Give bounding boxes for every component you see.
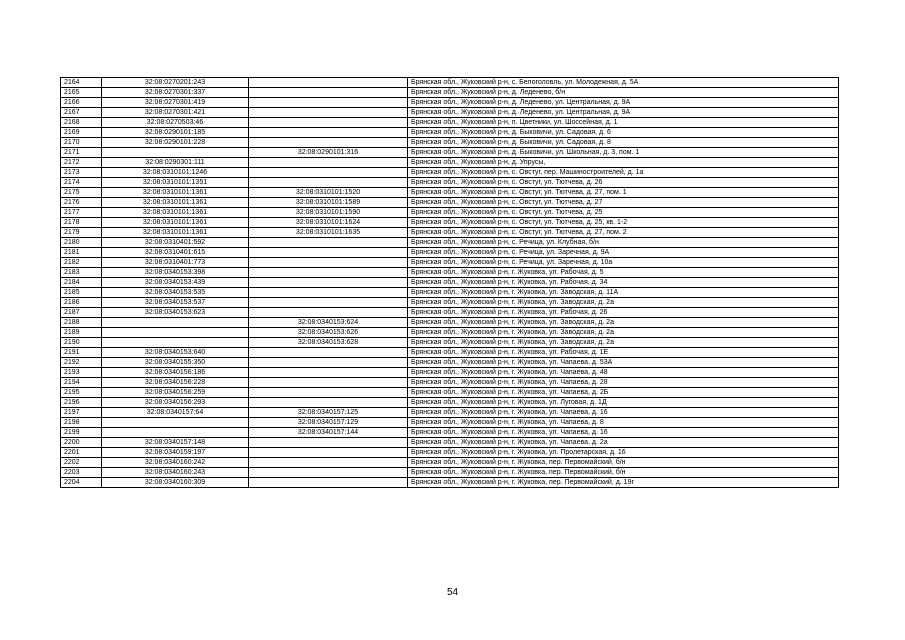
cadastral-number-secondary-cell [249,238,408,248]
cadastral-number-cell: 32:08:0270503:46 [102,118,249,128]
table-row [61,328,839,338]
cadastral-number-secondary-cell [249,388,408,398]
table-row [61,178,839,188]
address-cell: Брянская обл., Жуковский р-н, с. Овстуг, ул. Тютчева, д. 25 [408,208,839,218]
cadastral-number-cell: 32:08:0340160:309 [102,478,249,488]
cadastral-number-secondary-cell: 32:08:0310101:1520 [249,188,408,198]
row-number-cell: 2166 [61,98,102,108]
row-number-cell: 2175 [61,188,102,198]
address-cell: Брянская обл., Жуковский р-н, с. Белоголовль, ул. Молодежная, д. 5А [408,78,839,88]
address-cell: Брянская обл., Жуковский р-н, г. Жуковка, ул. Чапаева, д. 53А [408,358,839,368]
cadastral-number-secondary-cell: 32:08:0310101:1590 [249,208,408,218]
table-row [61,248,839,258]
cadastral-number-secondary-cell [249,438,408,448]
row-number-cell: 2164 [61,78,102,88]
table-row [61,208,839,218]
cadastral-number-cell: 32:08:0290101:185 [102,128,249,138]
row-number-cell: 2183 [61,268,102,278]
cadastral-number-cell: 32:08:0340160:242 [102,458,249,468]
address-cell: Брянская обл., Жуковский р-н, с. Речица, ул. Заречная, д. 10а [408,258,839,268]
address-cell: Брянская обл., Жуковский р-н, г. Жуковка, ул. Чапаева, д. 2Б [408,388,839,398]
table-row [61,388,839,398]
address-cell: Брянская обл., Жуковский р-н, д. Леденево, б/н [408,88,839,98]
table-row [61,478,839,488]
register-table-body [61,78,839,488]
table-row [61,98,839,108]
table-row [61,138,839,148]
cadastral-number-cell [102,148,249,158]
table-row [61,268,839,278]
cadastral-number-secondary-cell: 32:08:0340153:628 [249,338,408,348]
address-cell: Брянская обл., Жуковский р-н, с. Овстуг, ул. Тютчева, д. 26 [408,178,839,188]
cadastral-number-cell: 32:08:0310101:1361 [102,218,249,228]
row-number-cell: 2201 [61,448,102,458]
cadastral-number-secondary-cell [249,308,408,318]
address-cell: Брянская обл., Жуковский р-н, г. Жуковка, ул. Чапаева, д. 16 [408,428,839,438]
address-cell: Брянская обл., Жуковский р-н, д. Быковичи, ул. Садовая, д. 8 [408,138,839,148]
cadastral-number-secondary-cell [249,368,408,378]
cadastral-number-secondary-cell [249,478,408,488]
table-row [61,338,839,348]
row-number-cell: 2199 [61,428,102,438]
cadastral-number-secondary-cell [249,108,408,118]
cadastral-number-secondary-cell [249,378,408,388]
cadastral-number-secondary-cell [249,78,408,88]
cadastral-number-secondary-cell: 32:08:0340157:129 [249,418,408,428]
cadastral-number-secondary-cell [249,358,408,368]
table-row [61,318,839,328]
cadastral-number-cell: 32:08:0310401:592 [102,238,249,248]
cadastral-number-cell: 32:08:0340153:398 [102,268,249,278]
cadastral-number-cell: 32:08:0340159:197 [102,448,249,458]
cadastral-number-cell: 32:08:0340157:148 [102,438,249,448]
row-number-cell: 2194 [61,378,102,388]
cadastral-number-cell: 32:08:0340155:350 [102,358,249,368]
table-row [61,378,839,388]
cadastral-number-cell: 32:08:0340153:535 [102,288,249,298]
cadastral-number-secondary-cell [249,298,408,308]
cadastral-number-cell: 32:08:0310101:1361 [102,198,249,208]
row-number-cell: 2195 [61,388,102,398]
address-cell: Брянская обл., Жуковский р-н, г. Жуковка, ул. Чапаева, д. 8 [408,418,839,428]
address-cell: Брянская обл., Жуковский р-н, д. Упрусы, [408,158,839,168]
cadastral-number-secondary-cell [249,178,408,188]
cadastral-number-cell: 32:08:0340156:186 [102,368,249,378]
cadastral-number-secondary-cell: 32:08:0340153:624 [249,318,408,328]
address-cell: Брянская обл., Жуковский р-н, г. Жуковка, пер. Первомайский, б/н [408,468,839,478]
cadastral-number-cell: 32:08:0310101:1351 [102,178,249,188]
cadastral-number-cell: 32:08:0310101:1361 [102,228,249,238]
row-number-cell: 2192 [61,358,102,368]
row-number-cell: 2200 [61,438,102,448]
row-number-cell: 2171 [61,148,102,158]
address-cell: Брянская обл., Жуковский р-н, г. Жуковка, ул. Чапаева, д. 16 [408,408,839,418]
address-cell: Брянская обл., Жуковский р-н, с. Речица, ул. Клубная, б/н [408,238,839,248]
address-cell: Брянская обл., Жуковский р-н, с. Речица, ул. Заречная, д. 9А [408,248,839,258]
row-number-cell: 2188 [61,318,102,328]
address-cell: Брянская обл., Жуковский р-н, г. Жуковка, ул. Заводская, д. 11А [408,288,839,298]
table-row [61,408,839,418]
cadastral-number-secondary-cell: 32:08:0310101:1624 [249,218,408,228]
cadastral-number-cell: 32:08:0270301:337 [102,88,249,98]
table-row [61,228,839,238]
table-row [61,148,839,158]
address-cell: Брянская обл., Жуковский р-н, г. Жуковка, ул. Луговая, д. 1Д [408,398,839,408]
cadastral-number-cell: 32:08:0290101:228 [102,138,249,148]
cadastral-number-cell [102,418,249,428]
table-row [61,218,839,228]
address-cell: Брянская обл., Жуковский р-н, д. Леденево, ул. Центральная, д. 9А [408,98,839,108]
address-cell: Брянская обл., Жуковский р-н, с. Овстуг, ул. Тютчева, д. 27, пом. 1 [408,188,839,198]
row-number-cell: 2191 [61,348,102,358]
address-cell: Брянская обл., Жуковский р-н, с. Овстуг, ул. Тютчева, д. 27, пом. 2 [408,228,839,238]
cadastral-number-secondary-cell [249,398,408,408]
row-number-cell: 2179 [61,228,102,238]
table-row [61,78,839,88]
table-row [61,428,839,438]
table-row [61,88,839,98]
cadastral-number-secondary-cell: 32:08:0340157:144 [249,428,408,438]
address-cell: Брянская обл., Жуковский р-н, г. Жуковка, ул. Заводская, д. 2а [408,338,839,348]
cadastral-number-secondary-cell [249,168,408,178]
cadastral-number-cell: 32:08:0340156:259 [102,388,249,398]
address-cell: Брянская обл., Жуковский р-н, г. Жуковка, ул. Рабочая, д. 34 [408,278,839,288]
table-row [61,298,839,308]
address-cell: Брянская обл., Жуковский р-н, г. Жуковка, ул. Рабочая, д. 5 [408,268,839,278]
table-row [61,108,839,118]
row-number-cell: 2170 [61,138,102,148]
cadastral-number-cell: 32:08:0290301:111 [102,158,249,168]
cadastral-number-cell: 32:08:0310401:773 [102,258,249,268]
cadastral-number-secondary-cell [249,348,408,358]
cadastral-number-cell: 32:08:0340156:228 [102,378,249,388]
address-cell: Брянская обл., Жуковский р-н, г. Жуковка, ул. Чапаева, д. 2а [408,438,839,448]
address-cell: Брянская обл., Жуковский р-н, д. Леденево, ул. Центральная, д. 9А [408,108,839,118]
address-cell: Брянская обл., Жуковский р-н, г. Жуковка, пер. Первомайский, б/н [408,458,839,468]
row-number-cell: 2184 [61,278,102,288]
table-row [61,398,839,408]
address-cell: Брянская обл., Жуковский р-н, г. Жуковка, ул. Рабочая, д. 26 [408,308,839,318]
table-row [61,418,839,428]
cadastral-number-cell: 32:08:0340160:243 [102,468,249,478]
cadastral-number-cell: 32:08:0340153:640 [102,348,249,358]
row-number-cell: 2167 [61,108,102,118]
address-cell: Брянская обл., Жуковский р-н, г. Жуковка, ул. Заводская, д. 2а [408,318,839,328]
row-number-cell: 2186 [61,298,102,308]
row-number-cell: 2198 [61,418,102,428]
address-cell: Брянская обл., Жуковский р-н, д. Быковичи, ул. Садовая, д. 6 [408,128,839,138]
address-cell: Брянская обл., Жуковский р-н, г. Жуковка, ул. Чапаева, д. 48 [408,368,839,378]
row-number-cell: 2173 [61,168,102,178]
address-cell: Брянская обл., Жуковский р-н, г. Жуковка, ул. Заводская, д. 2а [408,298,839,308]
row-number-cell: 2174 [61,178,102,188]
table-row [61,368,839,378]
table-row [61,468,839,478]
address-cell: Брянская обл., Жуковский р-н, п. Цветники, ул. Шоссейная, д. 1 [408,118,839,128]
cadastral-number-cell: 32:08:0310401:615 [102,248,249,258]
cadastral-number-cell: 32:08:0340153:623 [102,308,249,318]
row-number-cell: 2168 [61,118,102,128]
cadastral-number-cell: 32:08:0340153:537 [102,298,249,308]
cadastral-number-secondary-cell [249,278,408,288]
address-cell: Брянская обл., Жуковский р-н, г. Жуковка, ул. Чапаева, д. 28 [408,378,839,388]
row-number-cell: 2189 [61,328,102,338]
cadastral-number-secondary-cell [249,288,408,298]
cadastral-number-cell [102,338,249,348]
cadastral-number-secondary-cell [249,118,408,128]
address-cell: Брянская обл., Жуковский р-н, с. Овстуг, ул. Тютчева, д. 25, кв. 1-2 [408,218,839,228]
table-row [61,198,839,208]
table-row [61,278,839,288]
cadastral-number-secondary-cell [249,128,408,138]
cadastral-number-secondary-cell: 32:08:0290101:316 [249,148,408,158]
table-row [61,118,839,128]
row-number-cell: 2203 [61,468,102,478]
address-cell: Брянская обл., Жуковский р-н, д. Быковичи, ул. Школьная, д. 3, пом. 1 [408,148,839,158]
row-number-cell: 2172 [61,158,102,168]
row-number-cell: 2178 [61,218,102,228]
table-row [61,358,839,368]
table-row [61,308,839,318]
property-register-table [60,77,839,488]
cadastral-number-secondary-cell [249,258,408,268]
cadastral-number-cell [102,428,249,438]
address-cell: Брянская обл., Жуковский р-н, г. Жуковка, ул. Заводская, д. 2а [408,328,839,338]
table-row [61,458,839,468]
table-row [61,448,839,458]
cadastral-number-secondary-cell [249,138,408,148]
table-row [61,348,839,358]
table-row [61,288,839,298]
cadastral-number-secondary-cell: 32:08:0340153:626 [249,328,408,338]
row-number-cell: 2176 [61,198,102,208]
row-number-cell: 2190 [61,338,102,348]
row-number-cell: 2187 [61,308,102,318]
row-number-cell: 2204 [61,478,102,488]
cadastral-number-cell [102,318,249,328]
row-number-cell: 2193 [61,368,102,378]
cadastral-number-cell: 32:08:0340156:293 [102,398,249,408]
cadastral-number-secondary-cell: 32:08:0310101:1589 [249,198,408,208]
row-number-cell: 2165 [61,88,102,98]
cadastral-number-secondary-cell [249,88,408,98]
row-number-cell: 2185 [61,288,102,298]
cadastral-number-secondary-cell [249,248,408,258]
cadastral-number-cell: 32:08:0340157:64 [102,408,249,418]
table-row [61,128,839,138]
cadastral-number-cell: 32:08:0310101:1361 [102,188,249,198]
row-number-cell: 2169 [61,128,102,138]
cadastral-number-secondary-cell [249,158,408,168]
table-row [61,158,839,168]
address-cell: Брянская обл., Жуковский р-н, с. Овстуг, ул. Тютчева, д. 27 [408,198,839,208]
address-cell: Брянская обл., Жуковский р-н, г. Жуковка, ул. Рабочая, д. 1Е [408,348,839,358]
cadastral-number-secondary-cell [249,468,408,478]
cadastral-number-secondary-cell: 32:08:0340157:125 [249,408,408,418]
cadastral-number-secondary-cell: 32:08:0310101:1635 [249,228,408,238]
cadastral-number-cell: 32:08:0310101:1361 [102,208,249,218]
address-cell: Брянская обл., Жуковский р-н, г. Жуковка, пер. Первомайский, д. 19г [408,478,839,488]
table-row [61,238,839,248]
table-row [61,188,839,198]
row-number-cell: 2180 [61,238,102,248]
cadastral-number-cell: 32:08:0270201:243 [102,78,249,88]
address-cell: Брянская обл., Жуковский р-н, г. Жуковка, ул. Пролетарская, д. 16 [408,448,839,458]
row-number-cell: 2197 [61,408,102,418]
page-number: 54 [446,587,459,598]
row-number-cell: 2182 [61,258,102,268]
cadastral-number-secondary-cell [249,268,408,278]
cadastral-number-secondary-cell [249,458,408,468]
address-cell: Брянская обл., Жуковский р-н, с. Овстуг, пер. Машиностроителей, д. 1а [408,168,839,178]
row-number-cell: 2181 [61,248,102,258]
table-row [61,438,839,448]
cadastral-number-cell: 32:08:0340153:439 [102,278,249,288]
cadastral-number-cell: 32:08:0270301:419 [102,98,249,108]
row-number-cell: 2177 [61,208,102,218]
cadastral-number-secondary-cell [249,98,408,108]
row-number-cell: 2202 [61,458,102,468]
table-row [61,168,839,178]
cadastral-number-cell: 32:08:0270301:421 [102,108,249,118]
row-number-cell: 2196 [61,398,102,408]
cadastral-number-cell [102,328,249,338]
cadastral-number-cell: 32:08:0310101:1246 [102,168,249,178]
table-row [61,258,839,268]
cadastral-number-secondary-cell [249,448,408,458]
